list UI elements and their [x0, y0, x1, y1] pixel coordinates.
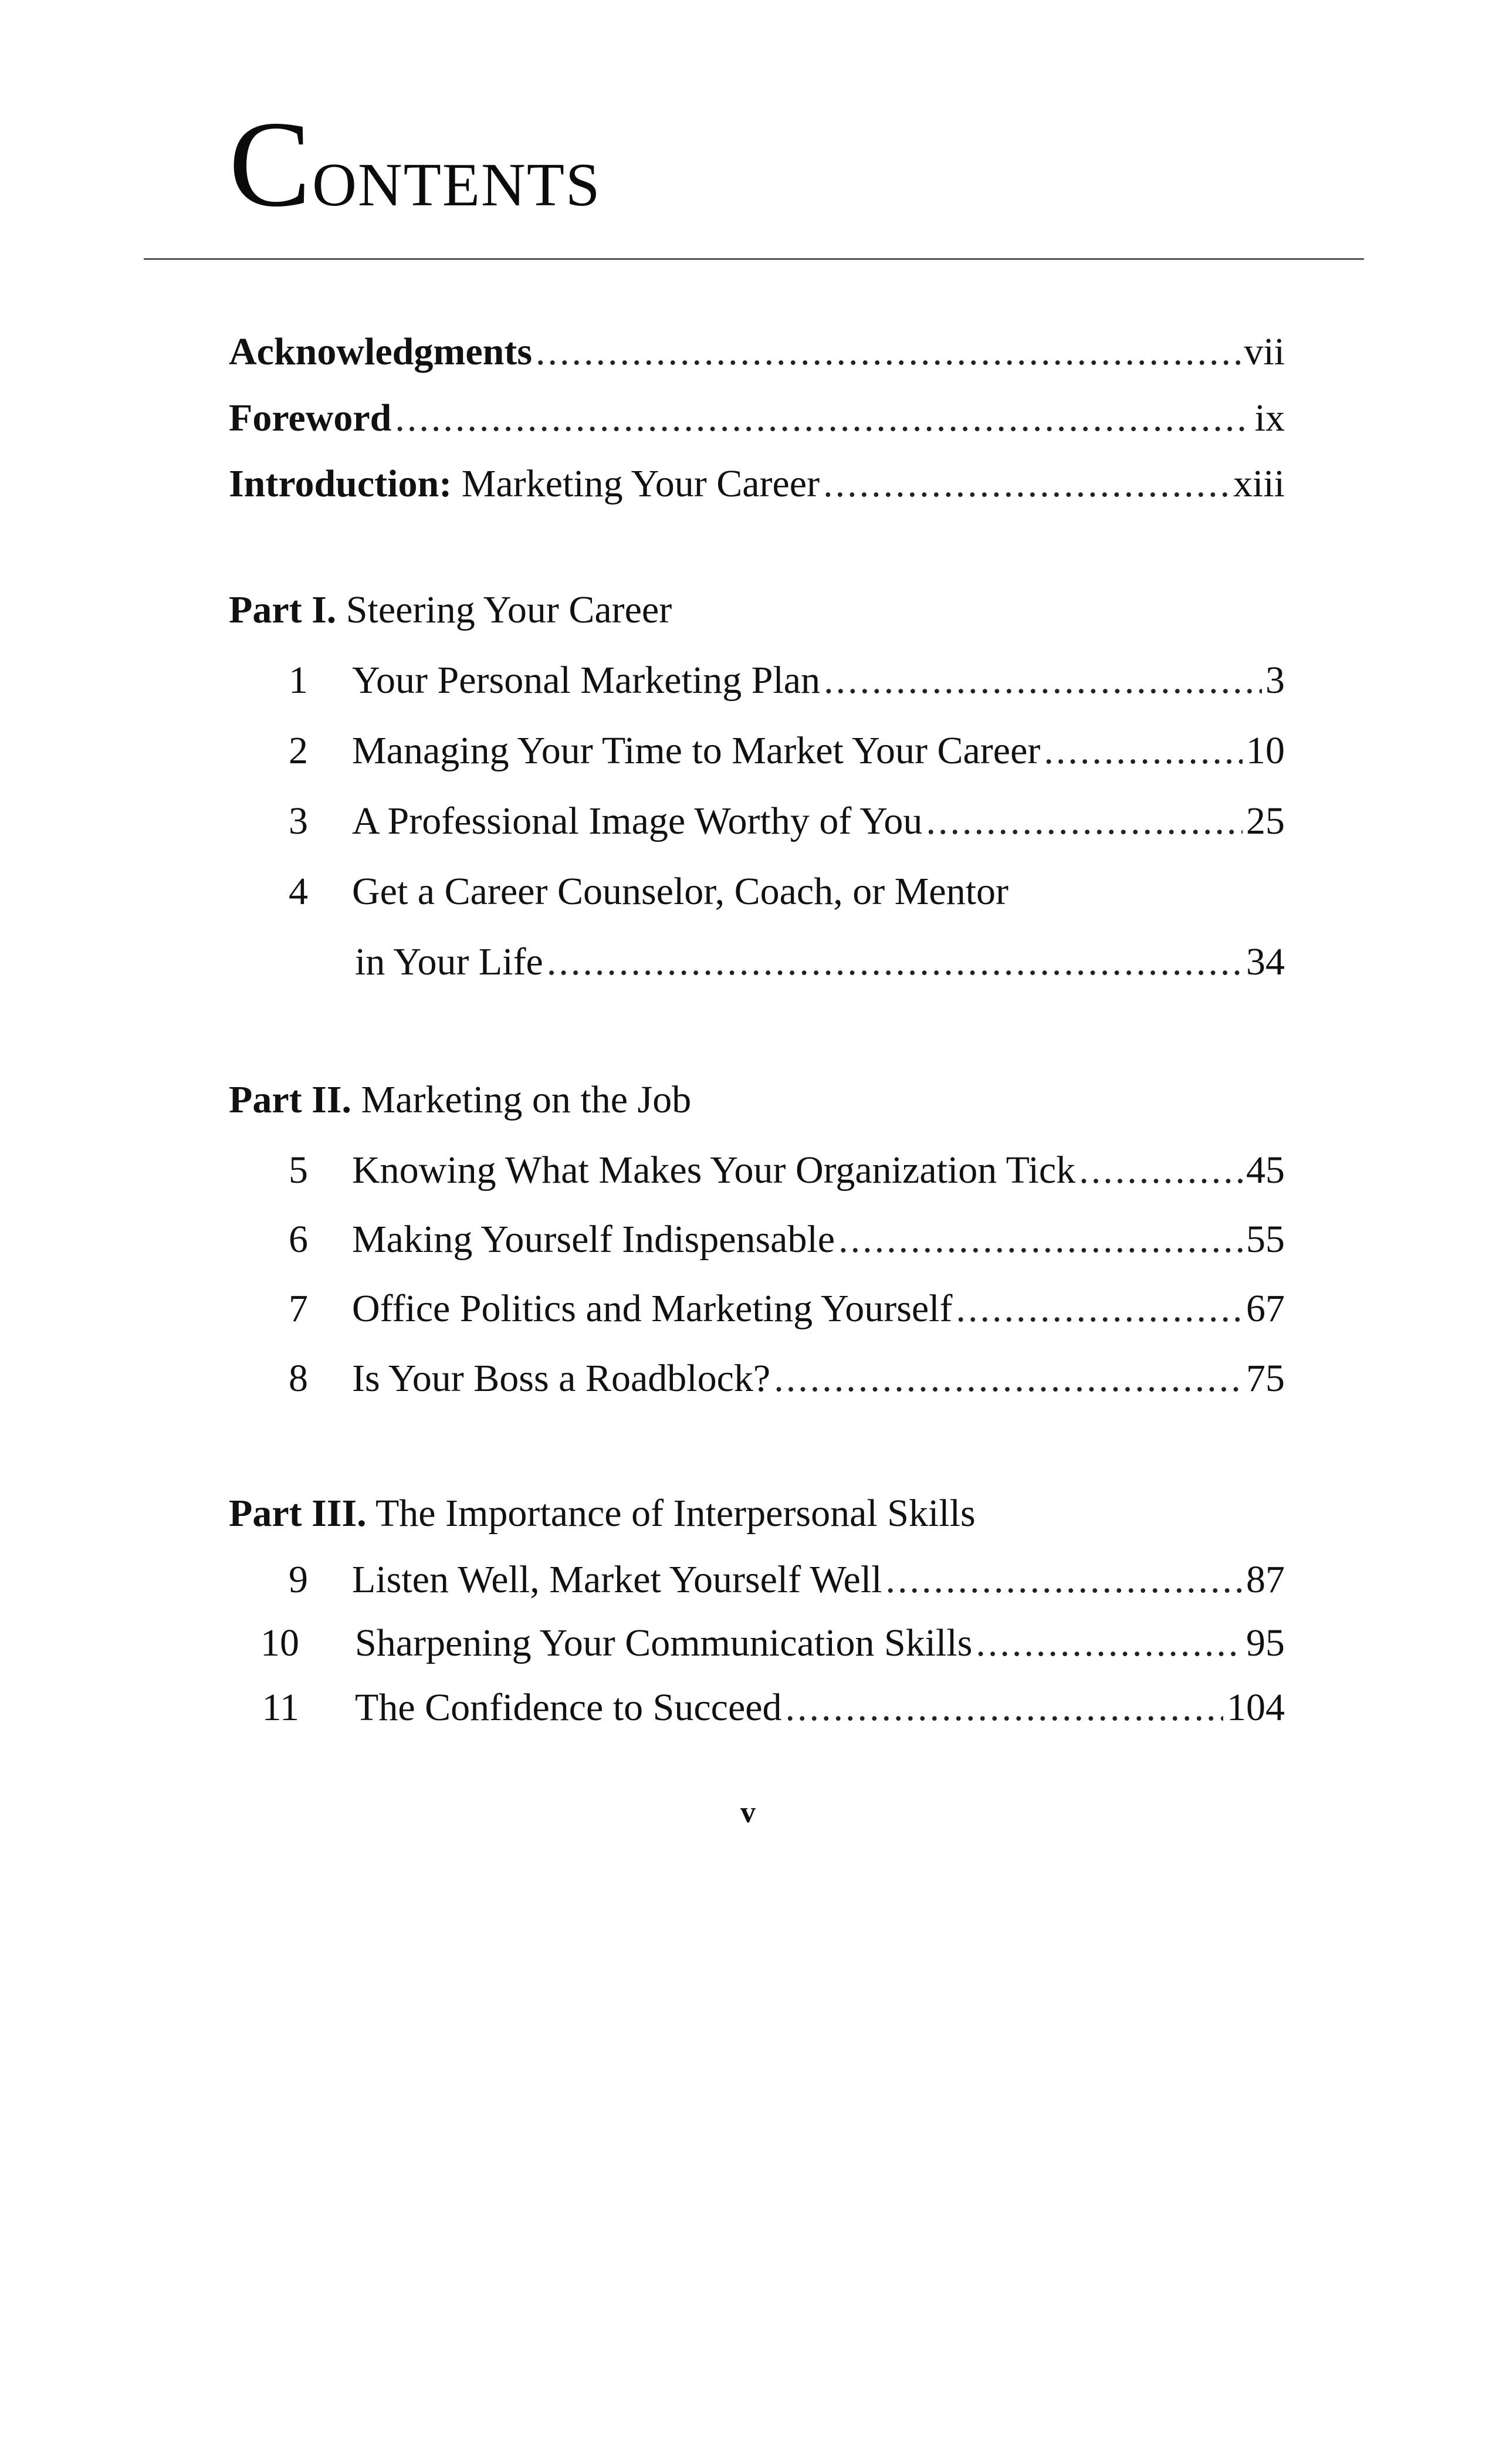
chapter-title: The Confidence to Succeed: [355, 1686, 782, 1729]
chapter-number: 3: [289, 800, 308, 842]
toc-entry-chapter-6[interactable]: [352, 1213, 1285, 1266]
part-heading-3: Part III. The Importance of Interpersonal Skills: [229, 1492, 976, 1535]
chapter-number: 1: [289, 659, 308, 702]
toc-entry-chapter-4[interactable]: [355, 936, 1285, 989]
page-title: Contents: [229, 96, 601, 232]
page-number: 104: [1227, 1686, 1285, 1729]
dot-leader: [886, 1553, 1243, 1606]
page-number: 3: [1265, 659, 1285, 702]
page-number: 45: [1246, 1149, 1285, 1192]
chapter-number: 7: [289, 1287, 308, 1330]
page-number: 95: [1246, 1622, 1285, 1664]
chapter-number: 10: [260, 1622, 299, 1664]
page-number: 67: [1246, 1287, 1285, 1330]
dot-leader: [824, 654, 1262, 707]
chapter-title: Knowing What Makes Your Organization Tick: [352, 1149, 1076, 1192]
toc-entry-introduction[interactable]: [229, 458, 1285, 510]
chapter-number: 11: [262, 1686, 299, 1729]
toc-entry-chapter-9[interactable]: [352, 1553, 1285, 1606]
toc-entry-chapter-2[interactable]: [352, 725, 1285, 777]
toc-entry-chapter-8[interactable]: [352, 1352, 1285, 1405]
chapter-title: Is Your Boss a Roadblock?: [352, 1357, 771, 1400]
page-folio: v: [740, 1796, 756, 1829]
title-rule: [144, 258, 1364, 260]
chapter-number: 8: [289, 1357, 308, 1400]
toc-entry-chapter-10[interactable]: [355, 1617, 1285, 1670]
chapter-title: Listen Well, Market Yourself Well: [352, 1558, 882, 1601]
dot-leader: [823, 458, 1230, 510]
chapter-title[interactable]: Get a Career Counselor, Coach, or Mentor: [352, 870, 1009, 913]
page-number: 10: [1246, 729, 1285, 772]
dot-leader: [976, 1617, 1243, 1670]
part-heading-2: Part II. Marketing on the Job: [229, 1078, 692, 1121]
dot-leader: [838, 1213, 1243, 1266]
page-number: vii: [1244, 330, 1285, 373]
page-number: 55: [1246, 1218, 1285, 1261]
page-number: 75: [1246, 1357, 1285, 1400]
toc-entry-acknowledgments[interactable]: [229, 326, 1285, 378]
page-number: xiii: [1233, 462, 1285, 505]
page-number: 34: [1246, 940, 1285, 983]
toc-entry-chapter-5[interactable]: [352, 1144, 1285, 1197]
chapter-number: 6: [289, 1218, 308, 1261]
dot-leader: [786, 1681, 1223, 1734]
chapter-number: 2: [289, 729, 308, 772]
chapter-number: 9: [289, 1558, 308, 1601]
page-number: 25: [1246, 800, 1285, 842]
chapter-title: Your Personal Marketing Plan: [352, 659, 821, 702]
dot-leader: [774, 1352, 1243, 1405]
dot-leader: [395, 392, 1251, 445]
entry-subtitle: Marketing Your Career: [461, 462, 820, 505]
chapter-title: Making Yourself Indispensable: [352, 1218, 835, 1261]
entry-label: Introduction:: [229, 462, 452, 505]
dot-leader: [956, 1282, 1243, 1335]
chapter-number: 4: [289, 870, 308, 913]
dot-leader: [1079, 1144, 1243, 1197]
chapter-title: Managing Your Time to Market Your Career: [352, 729, 1041, 772]
dot-leader: [926, 795, 1243, 848]
entry-label: Foreword: [229, 397, 392, 439]
dot-leader: [536, 326, 1240, 378]
page-number: 87: [1246, 1558, 1285, 1601]
chapter-title: Office Politics and Marketing Yourself: [352, 1287, 953, 1330]
toc-entry-chapter-7[interactable]: [352, 1282, 1285, 1335]
dot-leader: [1044, 725, 1243, 777]
entry-label: Acknowledgments: [229, 330, 533, 373]
toc-entry-chapter-11[interactable]: [355, 1681, 1285, 1734]
chapter-title: A Professional Image Worthy of You: [352, 800, 923, 842]
chapter-title: Sharpening Your Communication Skills: [355, 1622, 973, 1664]
chapter-number: 5: [289, 1149, 308, 1192]
dot-leader: [547, 936, 1243, 989]
part-heading-1: Part I. Steering Your Career: [229, 588, 672, 631]
chapter-title-continued: in Your Life: [355, 940, 543, 983]
toc-entry-foreword[interactable]: [229, 392, 1285, 445]
toc-entry-chapter-3[interactable]: [352, 795, 1285, 848]
page-number: ix: [1254, 397, 1285, 439]
toc-entry-chapter-1[interactable]: [352, 654, 1285, 707]
